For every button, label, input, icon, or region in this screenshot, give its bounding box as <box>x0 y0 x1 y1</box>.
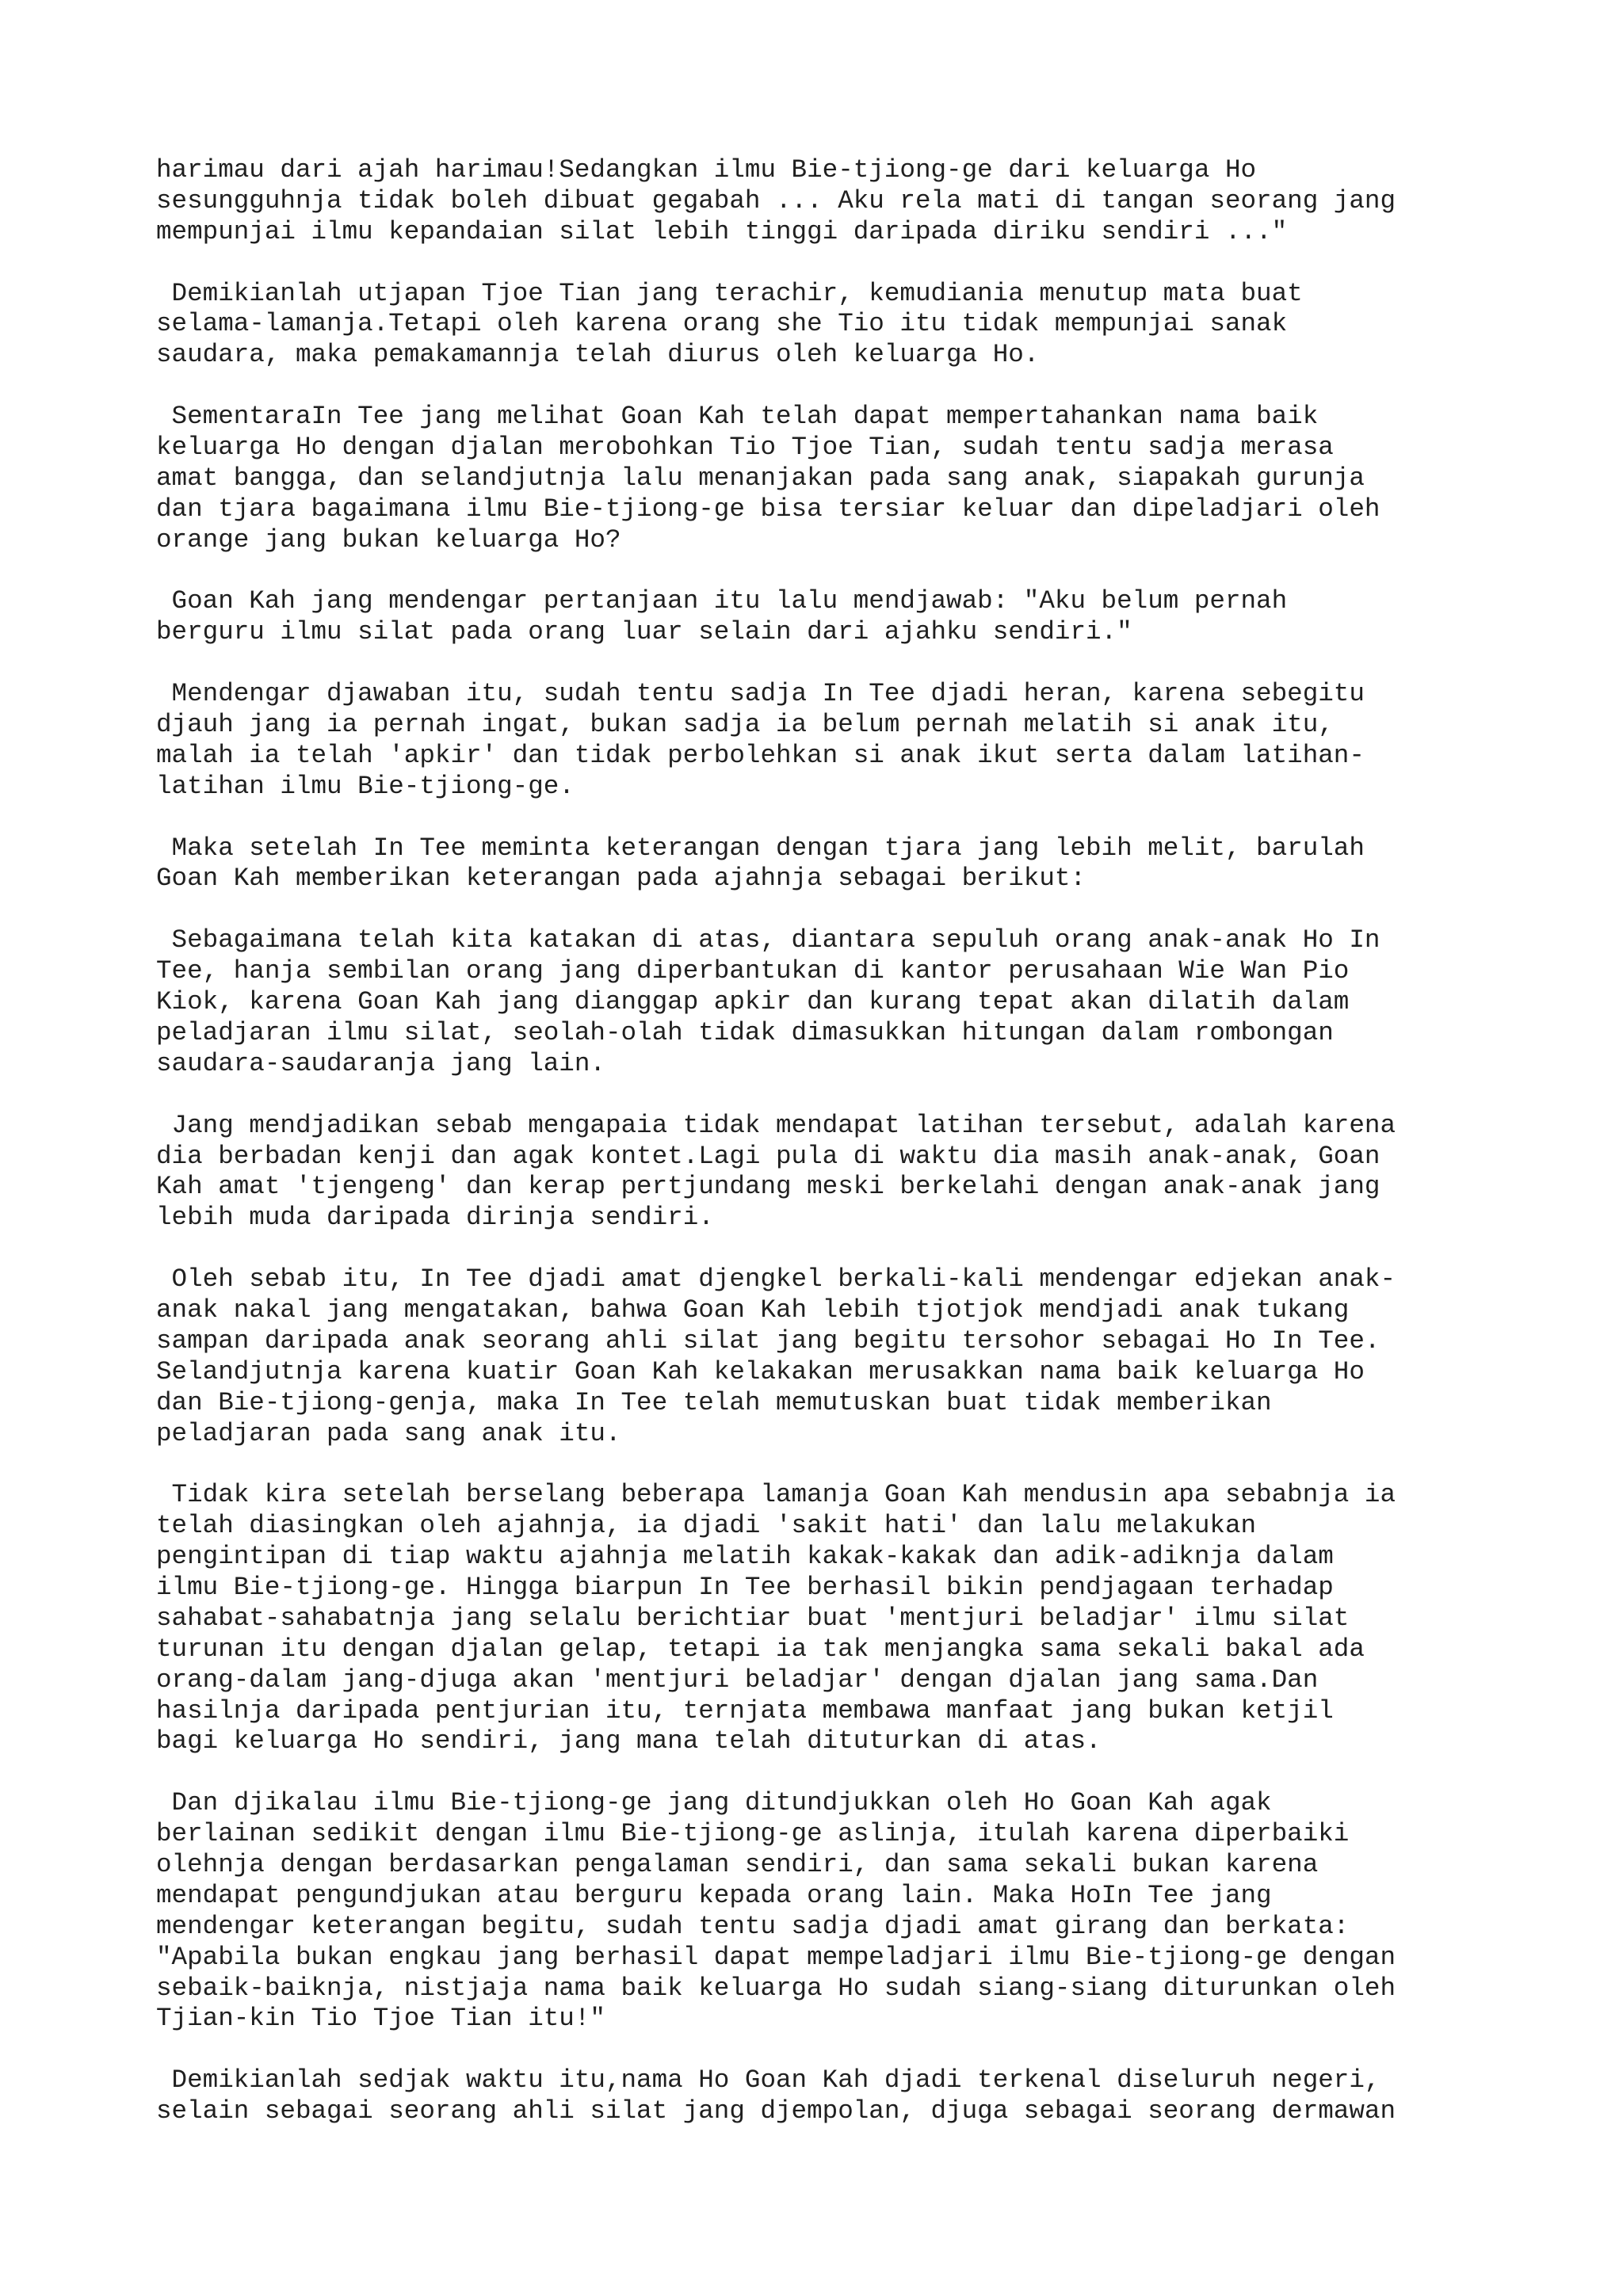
text-line: sesungguhnja tidak boleh dibuat gegabah ... Aku rela mati di tangan seorang jang <box>156 185 1396 215</box>
text-line: Goan Kah jang mendengar pertanjaan itu lalu mendjawab: "Aku belum pernah <box>156 586 1288 616</box>
paragraph <box>156 155 1487 248</box>
text-line: orang-dalam jang-djuga akan 'mentjuri beladjar' dengan djalan jang sama.Dan <box>156 1665 1319 1695</box>
text-line: Goan Kah memberikan keterangan pada ajahnja sebagai berikut: <box>156 864 1086 894</box>
text-line: saudara, maka pemakamannja telah diurus oleh keluarga Ho. <box>156 340 1040 370</box>
text-line: sampan daripada anak seorang ahli silat jang begitu tersohor sebagai Ho In Tee. <box>156 1325 1381 1356</box>
text-line: dan Bie-tjiong-genja, maka In Tee telah memutuskan buat tidak memberikan <box>156 1387 1272 1417</box>
text-line: orange jang bukan keluarga Ho? <box>156 524 621 555</box>
text-line: mendapat pengundjukan atau berguru kepada orang lain. Maka HoIn Tee jang <box>156 1880 1272 1910</box>
text-line: Dan djikalau ilmu Bie-tjiong-ge jang ditundjukkan oleh Ho Goan Kah agak <box>156 1788 1272 1818</box>
text-line: berguru ilmu silat pada orang luar selain dari ajahku sendiri." <box>156 617 1132 647</box>
text-line: Tidak kira setelah berselang beberapa lamanja Goan Kah mendusin apa sebabnja ia <box>156 1480 1396 1510</box>
text-line: olehnja dengan berdasarkan pengalaman sendiri, dan sama sekali bukan karena <box>156 1849 1319 1879</box>
paragraph <box>156 1264 1487 1449</box>
text-line: harimau dari ajah harimau!Sedangkan ilmu Bie-tjiong-ge dari keluarga Ho <box>156 155 1257 185</box>
text-line: dia berbadan kenji dan agak kontet.Lagi pula di waktu dia masih anak-anak, Goan <box>156 1141 1381 1171</box>
text-line: Maka setelah In Tee meminta keterangan dengan tjara jang lebih melit, barulah <box>156 833 1365 863</box>
text-line: dan tjara bagaimana ilmu Bie-tjiong-ge bisa tersiar keluar dan dipeladjari oleh <box>156 494 1381 524</box>
text-line: Tjian-kin Tio Tjoe Tian itu!" <box>156 2004 605 2034</box>
text-line: Kah amat 'tjengeng' dan kerap pertjundang meski berkelahi dengan anak-anak jang <box>156 1172 1381 1202</box>
text-line: selama-lamanja.Tetapi oleh karena orang she Tio itu tidak mempunjai sanak <box>156 309 1288 339</box>
text-line: Oleh sebab itu, In Tee djadi amat djengkel berkali-kali mendengar edjekan anak- <box>156 1264 1396 1295</box>
text-line: latihan ilmu Bie-tjiong-ge. <box>156 771 575 801</box>
text-line: turunan itu dengan djalan gelap, tetapi ia tak menjangka sama sekali bakal ada <box>156 1634 1365 1664</box>
text-line: sebaik-baiknja, nistjaja nama baik keluarga Ho sudah siang-siang diturunkan oleh <box>156 1973 1396 2003</box>
text-line: Sebagaimana telah kita katakan di atas, diantara sepuluh orang anak-anak Ho In <box>156 925 1381 955</box>
text-line: saudara-saudaranja jang lain. <box>156 1048 605 1078</box>
text-line: djauh jang ia pernah ingat, bukan sadja ia belum pernah melatih si anak itu, <box>156 710 1334 740</box>
text-line: peladjaran pada sang anak itu. <box>156 1418 621 1448</box>
text-line: Demikianlah sedjak waktu itu,nama Ho Goan Kah djadi terkenal diseluruh negeri, <box>156 2065 1381 2096</box>
text-line: Tee, hanja sembilan orang jang diperbantukan di kantor perusahaan Wie Wan Pio <box>156 956 1350 986</box>
text-line: amat bangga, dan selandjutnja lalu menanjakan pada sang anak, siapakah gurunja <box>156 463 1365 493</box>
paragraph <box>156 1480 1487 1757</box>
paragraph <box>156 1788 1487 2035</box>
text-line: "Apabila bukan engkau jang berhasil dapat mempeladjari ilmu Bie-tjiong-ge dengan <box>156 1942 1396 1972</box>
text-line: Selandjutnja karena kuatir Goan Kah kelakakan merusakkan nama baik keluarga Ho <box>156 1356 1365 1386</box>
paragraph <box>156 833 1487 895</box>
text-line: anak nakal jang mengatakan, bahwa Goan Kah lebih tjotjok mendjadi anak tukang <box>156 1295 1350 1325</box>
paragraph <box>156 679 1487 803</box>
text-line: ilmu Bie-tjiong-ge. Hingga biarpun In Tee berhasil bikin pendjagaan terhadap <box>156 1572 1334 1602</box>
text-line: pengintipan di tiap waktu ajahnja melatih kakak-kakak dan adik-adiknja dalam <box>156 1542 1334 1572</box>
text-line: Mendengar djawaban itu, sudah tentu sadja In Tee djadi heran, karena sebegitu <box>156 679 1365 709</box>
text-line: peladjaran ilmu silat, seolah-olah tidak dimasukkan hitungan dalam rombongan <box>156 1017 1334 1047</box>
paragraph <box>156 279 1487 372</box>
text-line: SementaraIn Tee jang melihat Goan Kah telah dapat mempertahankan nama baik <box>156 402 1319 432</box>
text-line: sahabat-sahabatnja jang selalu berichtiar buat 'mentjuri beladjar' ilmu silat <box>156 1603 1350 1633</box>
text-line: Kiok, karena Goan Kah jang dianggap apkir dan kurang tepat akan dilatih dalam <box>156 987 1350 1017</box>
text-line: Jang mendjadikan sebab mengapaia tidak mendapat latihan tersebut, adalah karena <box>156 1110 1396 1140</box>
text-line: Demikianlah utjapan Tjoe Tian jang terachir, kemudiania menutup mata buat <box>156 278 1303 308</box>
text-line: bagi keluarga Ho sendiri, jang mana telah dituturkan di atas. <box>156 1726 1102 1756</box>
paragraph <box>156 586 1487 648</box>
text-line: mempunjai ilmu kepandaian silat lebih tinggi daripada diriku sendiri ..." <box>156 216 1288 246</box>
text-line: mendengar keterangan begitu, sudah tentu sadja djadi amat girang dan berkata: <box>156 1911 1350 1941</box>
paragraph <box>156 1111 1487 1234</box>
text-line: malah ia telah 'apkir' dan tidak perbolehkan si anak ikut serta dalam latihan- <box>156 740 1365 770</box>
document-body <box>156 155 1487 2127</box>
text-line: hasilnja daripada pentjurian itu, ternjata membawa manfaat jang bukan ketjil <box>156 1695 1334 1726</box>
text-line: lebih muda daripada dirinja sendiri. <box>156 1203 714 1233</box>
paragraph <box>156 2065 1487 2127</box>
text-line: keluarga Ho dengan djalan merobohkan Tio Tjoe Tian, sudah tentu sadja merasa <box>156 433 1334 463</box>
text-line: telah diasingkan oleh ajahnja, ia djadi 'sakit hati' dan lalu melakukan <box>156 1511 1257 1541</box>
text-line: selain sebagai seorang ahli silat jang djempolan, djuga sebagai seorang dermawan <box>156 2096 1396 2126</box>
text-line: berlainan sedikit dengan ilmu Bie-tjiong-ge aslinja, itulah karena diperbaiki <box>156 1819 1350 1849</box>
paragraph <box>156 402 1487 555</box>
paragraph <box>156 925 1487 1079</box>
